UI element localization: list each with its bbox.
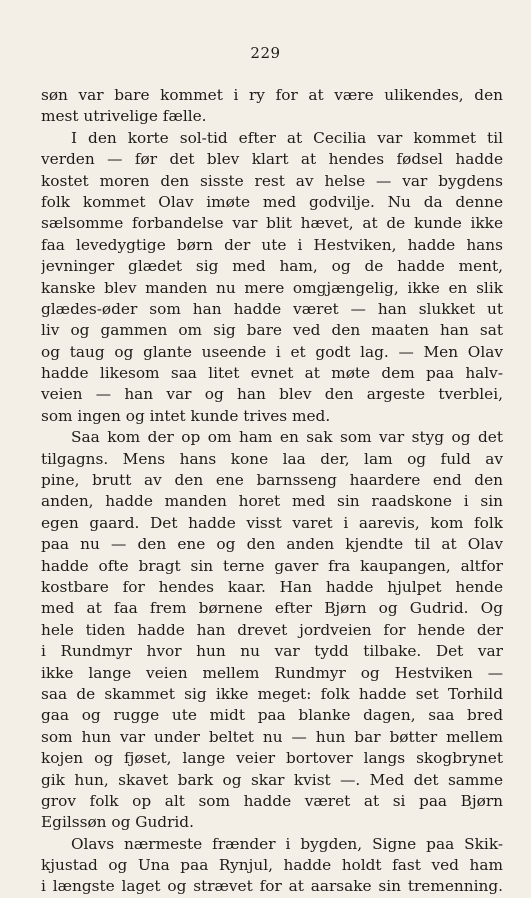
text-line: grov folk op alt som hadde været at si paa Bjørn — [41, 791, 503, 810]
text-line: i Rundmyr hvor hun nu var tydd tilbake. Det var — [41, 642, 503, 661]
text-line: gik hun, skavet bark og skar kvist —. Med det samme — [41, 770, 503, 789]
text-line: paa nu — den ene og den anden kjendte til at Olav — [41, 535, 503, 554]
text-line: Saa kom der op om ham en sak som var styg og det — [71, 428, 503, 447]
text-line: i længste laget og strævet for at aarsake sin tremenning. — [41, 877, 503, 896]
text-line: kanske blev manden nu mere omgjængelig, ikke en slik — [41, 278, 503, 297]
text-line: veien — han var og han blev den argeste tverblei, — [41, 385, 503, 404]
text-line: med at faa frem børnene efter Bjørn og Gudrid. Og — [41, 599, 503, 618]
page-number: 229 — [250, 44, 281, 62]
text-line: som hun var under beltet nu — hun bar bøtter mellem — [41, 727, 503, 746]
text-line: faa levedygtige børn der ute i Hestviken, hadde hans — [41, 235, 503, 254]
text-line: sælsomme forbandelse var blit hævet, at de kunde ikke — [41, 214, 503, 233]
text-line: liv og gammen om sig bare ved den maaten han sat — [41, 321, 503, 340]
text-line: mest utrivelige fælle. — [41, 107, 207, 126]
text-line: ikke lange veien mellem Rundmyr og Hestviken — — [41, 663, 503, 682]
text-line: glædes-øder som han hadde været — han slukket ut — [41, 299, 503, 318]
text-line: verden — før det blev klart at hendes fødsel hadde — [41, 150, 503, 169]
text-line: hadde likesom saa litet evnet at møte dem paa halv- — [41, 364, 503, 383]
text-line: tilgagns. Mens hans kone laa der, lam og fuld av — [41, 449, 503, 468]
text-line: anden, hadde manden horet med sin raadskone i sin — [41, 492, 503, 511]
text-line: kojen og fjøset, lange veier bortover langs skogbrynet — [41, 749, 503, 768]
text-line: Olavs nærmeste frænder i bygden, Signe paa Skik- — [71, 834, 503, 853]
text-line: hadde ofte bragt sin terne gaver fra kaupangen, altfor — [41, 556, 503, 575]
text-line: som ingen og intet kunde trives med. — [41, 406, 331, 425]
text-line: jevninger glædet sig med ham, og de hadde ment, — [41, 257, 503, 276]
body-text — [41, 85, 503, 898]
text-line: pine, brutt av den ene barnsseng haardere end den — [41, 471, 503, 490]
text-line: kostbare for hendes kaar. Han hadde hjulpet hende — [41, 577, 503, 596]
text-line: Egilssøn og Gudrid. — [41, 813, 194, 832]
text-line: kostet moren den sisste rest av helse — var bygdens — [41, 171, 503, 190]
text-line: kjustad og Una paa Rynjul, hadde holdt fast ved ham — [41, 856, 503, 875]
text-line: hele tiden hadde han drevet jordveien for hende der — [41, 620, 503, 639]
text-line: I den korte sol-tid efter at Cecilia var kommet til — [71, 128, 503, 147]
text-line: saa de skammet sig ikke meget: folk hadde set Torhild — [41, 684, 503, 703]
text-line: søn var bare kommet i ry for at være ulikendes, den — [41, 86, 503, 104]
text-line: gaa og rugge ute midt paa blanke dagen, saa bred — [41, 706, 503, 725]
text-line: og taug og glante useende i et godt lag. — Men Olav — [41, 342, 503, 361]
text-line: egen gaard. Det hadde visst varet i aarevis, kom folk — [41, 513, 503, 532]
text-line: folk kommet Olav imøte med godvilje. Nu da denne — [41, 192, 503, 211]
